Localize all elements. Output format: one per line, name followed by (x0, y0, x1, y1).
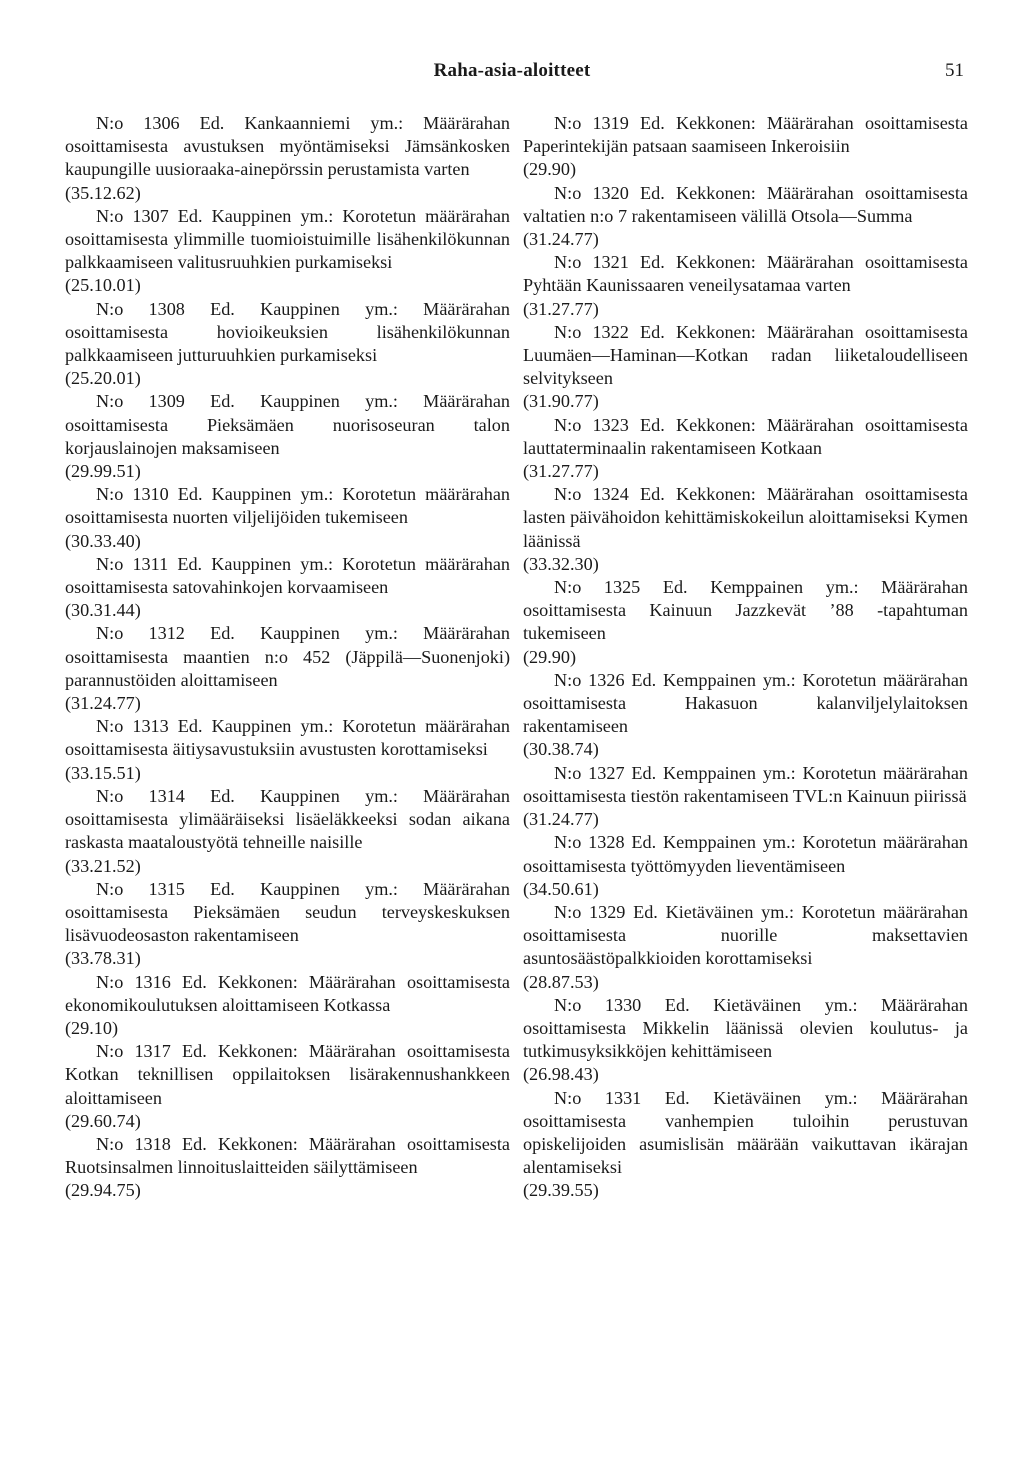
right-column (523, 112, 968, 1203)
entry-text: N:o 1307 Ed. Kauppinen ym.: Korotetun määrärahan osoittamisesta ylimmille tuomioistuimille lisähenkilökunnan palkkaamiseen valitusruuhkien purkamiseksi (65, 205, 510, 273)
left-column (65, 112, 510, 1203)
page-title: Raha-asia-aloitteet (433, 60, 591, 81)
entry (523, 576, 968, 669)
entry-text: N:o 1327 Ed. Kemppainen ym.: Korotetun määrärahan osoittamisesta tiestön rakentamiseen TVL:n Kainuun piirissä (523, 762, 968, 806)
entry (523, 762, 968, 832)
entry (523, 182, 968, 252)
entry-text: N:o 1324 Ed. Kekkonen: Määrärahan osoittamisesta lasten päivähoidon kehittämiskokeilun aloittamiseksi Kymen läänissä (523, 484, 968, 551)
entry-ref: (35.12.62) (65, 182, 141, 203)
entry-text: N:o 1331 Ed. Kietäväinen ym.: Määrärahan osoittamisesta vanhempien tuloihin perustuvan opiskelijoiden asumislisän määrään vaikuttavan ikärajan alentamiseksi (523, 1087, 968, 1178)
entry (523, 831, 968, 901)
entry-ref: (28.87.53) (523, 971, 599, 992)
entry-ref: (31.27.77) (523, 461, 599, 482)
entry-text: N:o 1325 Ed. Kemppainen ym.: Määrärahan osoittamisesta Kainuun Jazzkevät ’88 -tapahtuman tukemiseen (523, 577, 968, 644)
entry-ref: (26.98.43) (523, 1064, 599, 1085)
entry-ref: (30.33.40) (65, 530, 141, 551)
entry-text: N:o 1321 Ed. Kekkonen: Määrärahan osoittamisesta Pyhtään Kaunissaaren veneilysatamaa varten (523, 252, 968, 296)
entry-text: N:o 1311 Ed. Kauppinen ym.: Korotetun määrärahan osoittamisesta satovahinkojen korvaamiseen (65, 553, 510, 598)
entry (65, 1040, 510, 1133)
entry-ref: (31.24.77) (65, 693, 141, 714)
entry-ref: (33.78.31) (65, 948, 141, 969)
entry-text: N:o 1313 Ed. Kauppinen ym.: Korotetun määrärahan osoittamisesta äitiysavustuksiin avustusten korottamiseksi (65, 716, 510, 760)
entry-ref: (31.27.77) (523, 298, 599, 319)
entry-text: N:o 1330 Ed. Kietäväinen ym.: Määrärahan osoittamisesta Mikkelin läänissä olevien koulutus- ja tutkimusyksikköjen kehittämiseen (523, 994, 968, 1062)
entry-text: N:o 1316 Ed. Kekkonen: Määrärahan osoittamisesta ekonomikoulutuksen aloittamiseen Kotkassa (65, 971, 510, 1015)
entry-ref: (29.39.55) (523, 1180, 599, 1201)
entry-ref: (25.10.01) (65, 275, 141, 296)
page-header (0, 60, 1024, 90)
entry-ref: (33.32.30) (523, 553, 599, 574)
entry (523, 994, 968, 1087)
entry-text: N:o 1328 Ed. Kemppainen ym.: Korotetun määrärahan osoittamisesta työttömyyden lieventämiseen (523, 832, 968, 876)
entry (65, 622, 510, 715)
entry (523, 483, 968, 576)
entry (65, 878, 510, 971)
entry-ref: (29.90) (523, 646, 577, 667)
entry (65, 1133, 510, 1203)
entry-ref: (29.99.51) (65, 461, 141, 482)
entry-text: N:o 1329 Ed. Kietäväinen ym.: Korotetun määrärahan osoittamisesta nuorille maksettavien asuntosäästöpalkkioiden korottamiseksi (523, 901, 968, 969)
entry-ref: (29.10) (65, 1017, 119, 1038)
entry (523, 112, 968, 182)
entry-ref: (25.20.01) (65, 368, 141, 389)
entry-ref: (33.15.51) (65, 762, 141, 783)
entry (523, 414, 968, 484)
entry (65, 553, 510, 623)
entry (65, 715, 510, 785)
entry (65, 785, 510, 878)
entry (65, 483, 510, 553)
entry-text: N:o 1318 Ed. Kekkonen: Määrärahan osoittamisesta Ruotsinsalmen linnoituslaitteiden säilyttämiseen (65, 1133, 510, 1178)
entry-text: N:o 1308 Ed. Kauppinen ym.: Määrärahan osoittamisesta hovioikeuksien lisähenkilökunnan palkkaamiseen jutturuuhkien purkamiseksi (65, 298, 510, 366)
entry-text: N:o 1314 Ed. Kauppinen ym.: Määrärahan osoittamisesta ylimääräiseksi lisäeläkkeeksi sodan aikana raskasta maataloustyötä tehneille naisille (65, 785, 510, 853)
entry-text: N:o 1322 Ed. Kekkonen: Määrärahan osoittamisesta Luumäen—Haminan—Kotkan radan liiketaloudelliseen selvitykseen (523, 321, 968, 389)
entry-text: N:o 1310 Ed. Kauppinen ym.: Korotetun määrärahan osoittamisesta nuorten viljelijöiden tukemiseen (65, 484, 510, 528)
entry-ref: (30.38.74) (523, 739, 599, 760)
entry-ref: (29.90) (523, 159, 577, 180)
entry (65, 205, 510, 298)
entry-text: N:o 1319 Ed. Kekkonen: Määrärahan osoittamisesta Paperintekijän patsaan saamiseen Inkeroisiin (523, 113, 968, 157)
entry (65, 971, 510, 1041)
entry-text: N:o 1309 Ed. Kauppinen ym.: Määrärahan osoittamisesta Pieksämäen nuorisoseuran talon korjauslainojen maksamiseen (65, 391, 510, 458)
entry-ref: (29.60.74) (65, 1110, 141, 1131)
entry (523, 669, 968, 762)
entry-ref: (31.24.77) (523, 809, 599, 830)
entry-text: N:o 1317 Ed. Kekkonen: Määrärahan osoittamisesta Kotkan teknillisen oppilaitoksen lisärakennushankkeen aloittamiseen (65, 1041, 510, 1108)
entry-ref: (31.90.77) (523, 391, 599, 412)
entry-text: N:o 1320 Ed. Kekkonen: Määrärahan osoittamisesta valtatien n:o 7 rakentamiseen välillä Otsola—Summa (523, 182, 968, 226)
entry-ref: (29.94.75) (65, 1180, 141, 1201)
page-number: 51 (945, 60, 964, 81)
entry-text: N:o 1326 Ed. Kemppainen ym.: Korotetun määrärahan osoittamisesta Hakasuon kalanviljelylaitoksen rakentamiseen (523, 669, 968, 737)
entry (523, 1087, 968, 1203)
entry (523, 321, 968, 414)
entry-ref: (30.31.44) (65, 600, 141, 621)
entry-text: N:o 1323 Ed. Kekkonen: Määrärahan osoittamisesta lauttaterminaalin rakentamiseen Kotkaan (523, 414, 968, 458)
entry (65, 112, 510, 205)
entry-ref: (31.24.77) (523, 229, 599, 250)
entry-text: N:o 1306 Ed. Kankaanniemi ym.: Määrärahan osoittamisesta avustuksen myöntämiseksi Jämsänkosken kaupungille uusioraaka-ainepörssin perustamista varten (65, 113, 510, 180)
entry-ref: (34.50.61) (523, 878, 599, 899)
entry (65, 298, 510, 391)
entry (65, 390, 510, 483)
entry-text: N:o 1315 Ed. Kauppinen ym.: Määrärahan osoittamisesta Pieksämäen seudun terveyskeskuksen lisävuodeosaston rakentamiseen (65, 878, 510, 946)
entry (523, 251, 968, 321)
entry (523, 901, 968, 994)
entry-text: N:o 1312 Ed. Kauppinen ym.: Määrärahan osoittamisesta maantien n:o 452 (Jäppilä—Suonenjoki) parannustöiden aloittamiseen (65, 623, 510, 690)
entry-ref: (33.21.52) (65, 855, 141, 876)
